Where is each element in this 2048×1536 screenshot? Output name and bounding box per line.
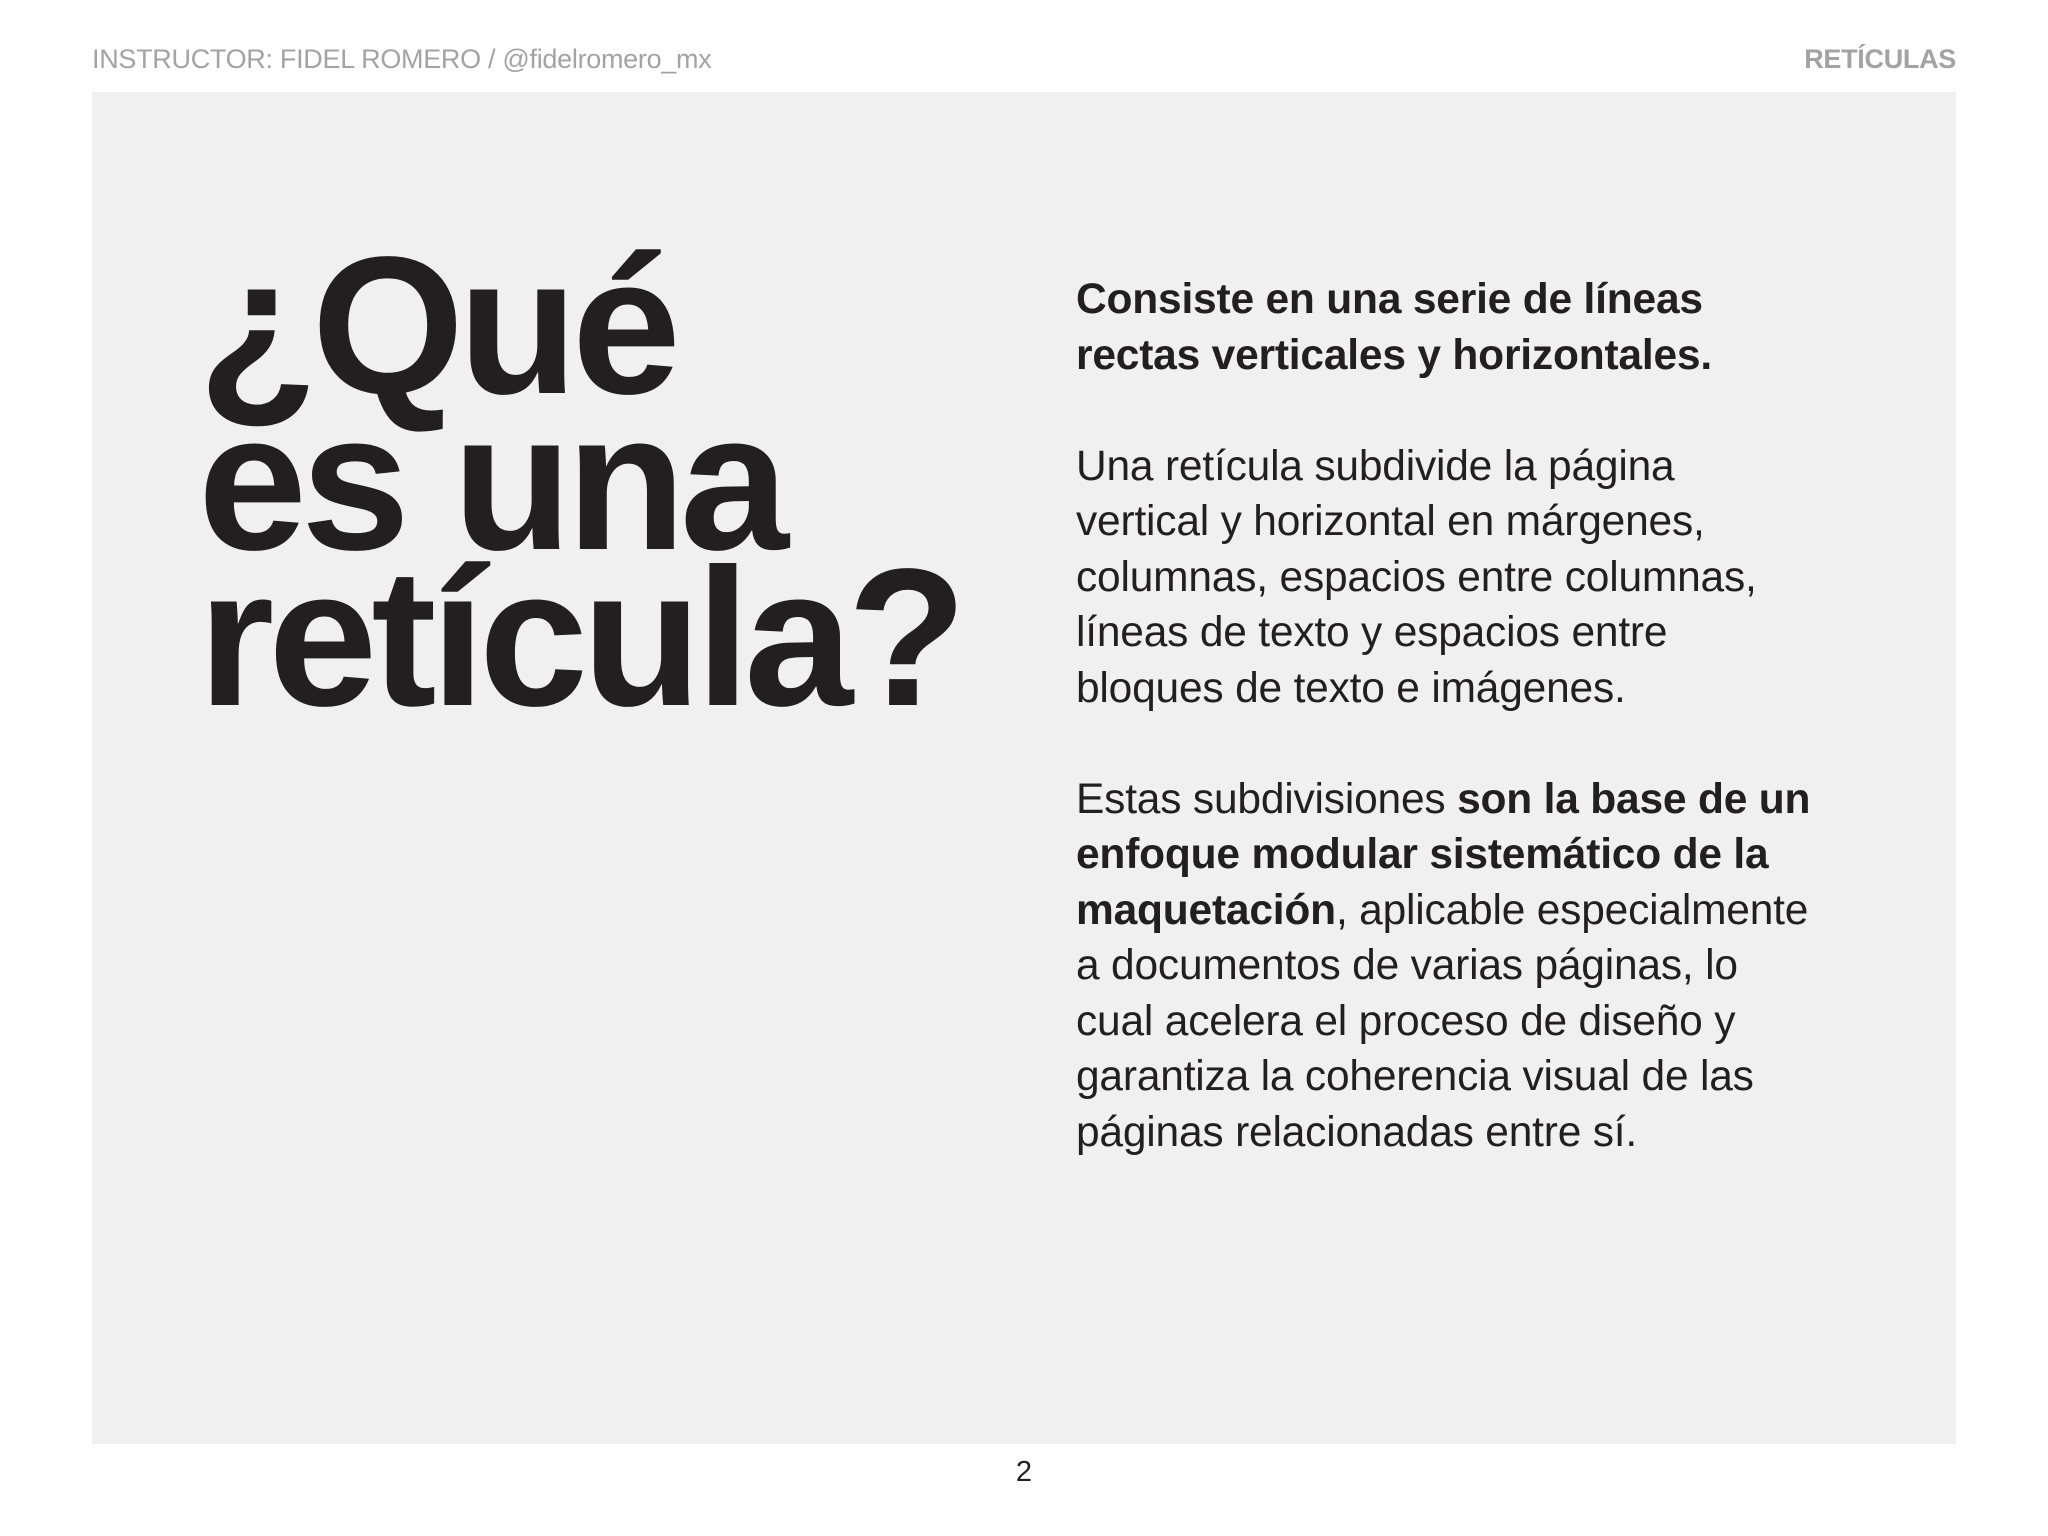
- text: , aplicable especialmente: [1335, 886, 1809, 934]
- text: Una retícula subdivide la página: [1076, 442, 1675, 490]
- text-line: [1076, 439, 1810, 495]
- bold-text: enfoque modular sistemático de la: [1076, 831, 1769, 878]
- text-line: [1076, 938, 1810, 994]
- header-section-title: RETÍCULAS: [1804, 44, 1956, 74]
- text: vertical y horizontal en márgenes,: [1076, 498, 1705, 545]
- text-line: [1076, 661, 1810, 717]
- text-line: [1076, 550, 1810, 606]
- text: columnas, espacios entre columnas,: [1076, 553, 1757, 601]
- text-line: [1076, 1049, 1810, 1105]
- bold-text: rectas verticales y horizontales.: [1076, 331, 1712, 379]
- text: Estas subdivisiones: [1076, 775, 1458, 823]
- bold-text: son la base de un: [1457, 775, 1811, 823]
- text-line: [1076, 772, 1810, 828]
- text: páginas relacionadas entre sí.: [1076, 1108, 1638, 1156]
- text-line: [1076, 494, 1810, 550]
- title-line: ¿Qué: [198, 216, 675, 435]
- page-title: [198, 216, 961, 747]
- text-line: [1076, 605, 1810, 661]
- text-line: [1076, 883, 1810, 939]
- bold-text: Consiste en una serie de líneas: [1076, 276, 1703, 323]
- paragraph: [1076, 439, 1810, 717]
- text-line: [1076, 827, 1810, 883]
- bold-text: maquetación: [1076, 886, 1336, 934]
- text-line: [1076, 328, 1810, 384]
- text: cual acelera el proceso de diseño y: [1076, 997, 1736, 1045]
- header-instructor: INSTRUCTOR: FIDEL ROMERO / @fidelromero_mx: [92, 44, 712, 74]
- text-line: [1076, 1105, 1810, 1161]
- text: a documentos de varias páginas, lo: [1076, 942, 1738, 989]
- text-line: [1076, 994, 1810, 1050]
- page-number: 2: [1015, 1456, 1033, 1488]
- text-line: [1076, 272, 1810, 328]
- text: bloques de texto e imágenes.: [1076, 664, 1626, 712]
- paragraph: [1076, 272, 1810, 383]
- paragraph: [1076, 772, 1810, 1161]
- body-text: [1076, 272, 1810, 1216]
- title-line: retícula?: [198, 528, 961, 747]
- text: líneas de texto y espacios entre: [1076, 609, 1668, 656]
- text: garantiza la coherencia visual de las: [1076, 1053, 1754, 1100]
- title-line: es una: [198, 372, 783, 591]
